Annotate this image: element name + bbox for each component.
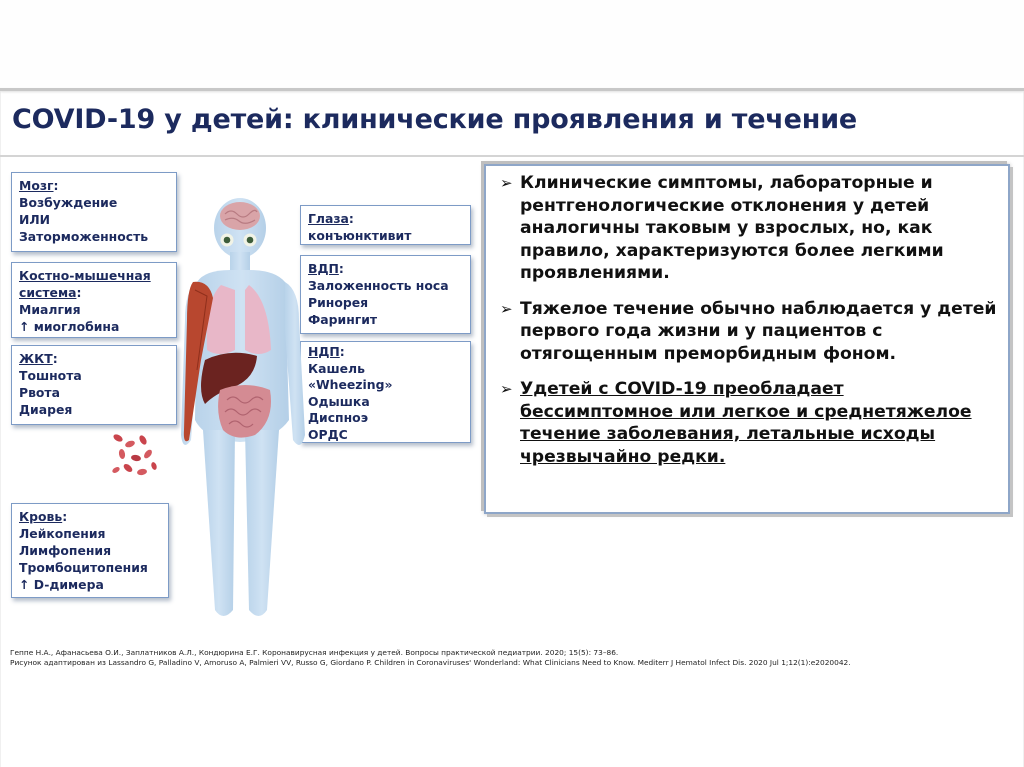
- box-blood: [11, 503, 169, 598]
- colon: :: [52, 351, 58, 366]
- symptom: «Wheezing»: [308, 377, 393, 392]
- colon: :: [76, 285, 82, 300]
- box-gi-tract: [11, 345, 177, 425]
- key-point-bullet: [500, 298, 998, 366]
- box-heading: ВДП: [308, 261, 339, 276]
- key-point-text: Клинические симптомы, лабораторные и рентгенологические отклонения у детей аналогичны таковым у взрослых, но, как правило, характеризуются более легкими проявлениями.: [520, 173, 944, 283]
- arrow-bullet-icon: ➢: [500, 299, 513, 318]
- reference-line: Геппе Н.А., Афанасьева О.И., Заплатников А.Л., Кондюрина Е.Г. Коронавирусная инфекция у детей. Вопросы практической педиатрии. 2020; 15(5): 73–86.: [10, 648, 619, 657]
- colon: :: [348, 211, 354, 226]
- symptom: Тромбоцитопения: [19, 560, 148, 575]
- symptom: Кашель: [308, 360, 365, 376]
- slide-edge-left: [0, 0, 1, 767]
- symptom: Диспноэ: [308, 410, 369, 425]
- symptom: Миалгия: [19, 302, 81, 317]
- symptom: Рвота: [19, 385, 60, 400]
- arrow-bullet-icon: ➢: [500, 174, 513, 192]
- title-divider: [0, 155, 1024, 157]
- box-musculoskeletal: [11, 262, 177, 338]
- symptom: Лейкопения: [19, 526, 106, 541]
- symptom: ИЛИ: [19, 212, 51, 227]
- box-eyes: [300, 205, 471, 245]
- key-point-text: Тяжелое течение обычно наблюдается у детей первого года жизни и у пациентов с отягощенным преморбидным фоном.: [520, 298, 997, 364]
- symptom: конъюнктивит: [308, 228, 412, 243]
- box-heading: ЖКТ: [19, 351, 53, 366]
- symptom: Заторможенность: [19, 229, 149, 244]
- key-point-bullet: [500, 172, 998, 285]
- symptom: Возбуждение: [19, 195, 118, 210]
- box-upper-airways: [300, 255, 471, 334]
- box-brain: [11, 172, 177, 252]
- red-blood-cells-icon: [108, 430, 168, 485]
- references: [10, 648, 1020, 668]
- symptom: ОРДС: [308, 426, 348, 442]
- box-heading: Костно-мышечная: [19, 268, 151, 283]
- top-divider: [0, 88, 1024, 91]
- symptom: ↑ миоглобина: [19, 319, 120, 334]
- colon: :: [53, 178, 59, 193]
- symptom: Диарея: [19, 402, 73, 417]
- symptom: Фарингит: [308, 312, 378, 327]
- reference-line: Рисунок адаптирован из Lassandro G, Palladino V, Amoruso A, Palmieri VV, Russo G, Giordano P. Children in Coronaviruses' Wonderland: What Clinicians Need to Know. Mediterr J Hematol Infect Dis. 2020 Jul 1;12(1):e2020042.: [10, 658, 851, 667]
- symptom: Ринорея: [308, 295, 369, 310]
- body-figure-svg: [175, 190, 315, 630]
- box-heading: Кровь: [19, 509, 63, 524]
- key-points-panel: [484, 164, 1010, 514]
- key-point-bullet: [500, 378, 998, 468]
- symptom: Заложенность носа: [308, 278, 449, 293]
- box-heading: система: [19, 285, 77, 300]
- key-point-text: Удетей с COVID-19 преобладает бессимптомное или легкое и среднетяжелое течение заболевания, летальные исходы чрезвычайно редки.: [520, 379, 972, 467]
- box-lower-airways: [300, 341, 471, 443]
- slide-top-band: [0, 0, 1024, 88]
- symptom: Тошнота: [19, 368, 82, 383]
- box-heading: НДП: [308, 344, 340, 359]
- symptom: ↑ D-димера: [19, 577, 104, 592]
- child-body-illustration: [175, 190, 315, 630]
- colon: :: [62, 509, 68, 524]
- box-heading: Мозг: [19, 178, 54, 193]
- colon: :: [338, 261, 344, 276]
- symptom: Лимфопения: [19, 543, 112, 558]
- symptom: Одышка: [308, 393, 370, 409]
- colon: :: [339, 344, 345, 359]
- box-heading: Глаза: [308, 211, 349, 226]
- arrow-bullet-icon: ➢: [500, 380, 513, 398]
- slide-title: COVID-19 у детей: клинические проявления и течение: [12, 104, 858, 135]
